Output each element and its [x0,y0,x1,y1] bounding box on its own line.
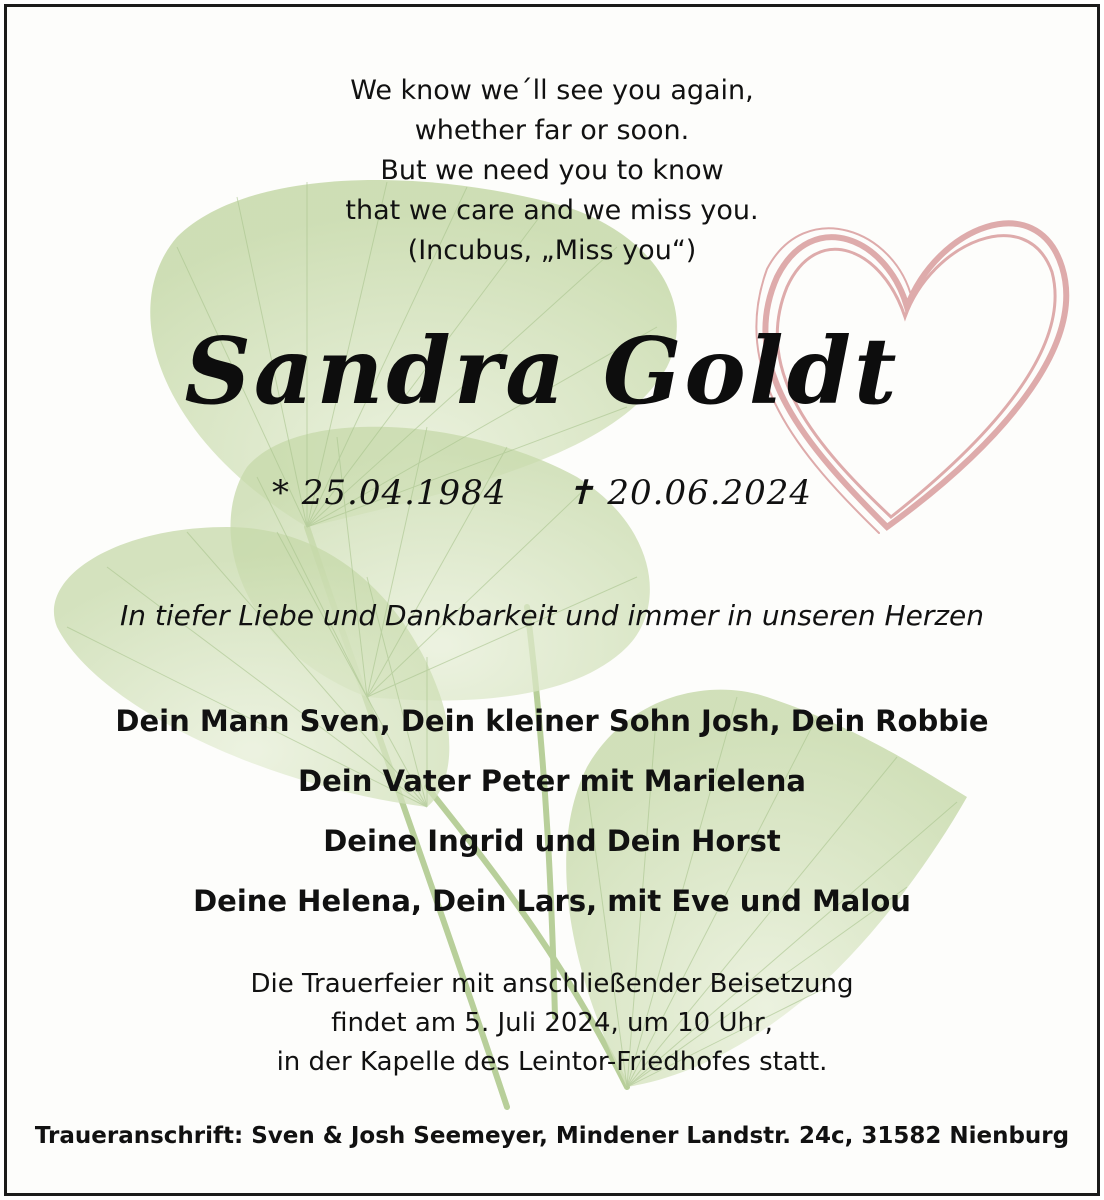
family-list [7,691,1097,931]
family-line: Dein Vater Peter mit Marielena [298,764,806,798]
family-line: Deine Helena, Dein Lars, mit Eve und Malou [193,884,911,918]
poem-line: whether far or soon. [414,115,690,146]
poem [7,71,1097,271]
cross-icon: ✝ [566,473,596,513]
poem-line: We know we´ll see you again, [350,75,754,106]
mourning-address: Traueranschrift: Sven & Josh Seemeyer, Mindener Landstr. 24c, 31582 Nienburg [34,1123,1070,1149]
obituary-card [4,4,1100,1196]
ceremony-line: in der Kapelle des Leintor-Friedhofes statt. [276,1047,828,1077]
life-dates [4,473,1087,513]
deceased-name: Sandra Goldt [184,317,900,425]
ceremony-info [7,965,1097,1082]
poem-attribution: (Incubus, „Miss you“) [407,235,697,266]
poem-line: But we need you to know [380,155,724,186]
birth-symbol: * [271,473,290,513]
dedication: In tiefer Liebe und Dankbarkeit und immer in unseren Herzen [120,599,984,632]
death-date: 20.06.2024 [607,473,813,513]
ceremony-line: Die Trauerfeier mit anschließender Beisetzung [250,969,854,999]
poem-line: that we care and we miss you. [345,195,759,226]
ceremony-line: findet am 5. Juli 2024, um 10 Uhr, [331,1008,773,1038]
family-line: Dein Mann Sven, Dein kleiner Sohn Josh, Dein Robbie [115,704,989,738]
family-line: Deine Ingrid und Dein Horst [323,824,781,858]
birth-date: 25.04.1984 [301,473,507,513]
